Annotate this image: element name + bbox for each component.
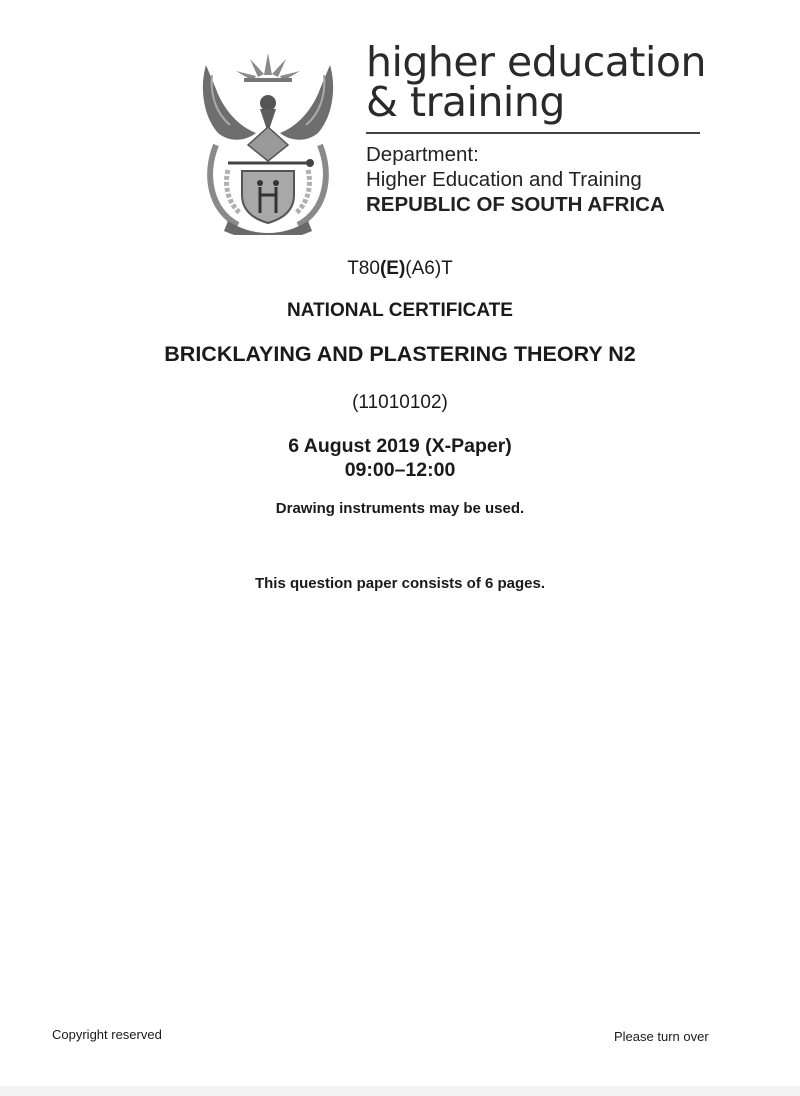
department-label: Department: bbox=[366, 143, 479, 166]
footer-copyright: Copyright reserved bbox=[52, 1027, 162, 1042]
footer-turn-over: Please turn over bbox=[614, 1029, 709, 1044]
paper-code-language: (E) bbox=[379, 258, 406, 279]
subject-title: BRICKLAYING AND PLASTERING THEORY N2 bbox=[164, 342, 636, 366]
brand-title bbox=[366, 38, 706, 126]
country-name: REPUBLIC OF SOUTH AFRICA bbox=[366, 193, 665, 216]
brand-divider bbox=[366, 132, 700, 134]
subject-code: (11010102) bbox=[352, 392, 448, 413]
coat-of-arms-icon bbox=[198, 45, 338, 235]
page-count-note: This question paper consists of 6 pages. bbox=[254, 575, 546, 592]
exam-instructions: Drawing instruments may be used. bbox=[275, 500, 525, 517]
paper-code-prefix: T80 bbox=[347, 258, 380, 279]
certificate-title: NATIONAL CERTIFICATE bbox=[287, 300, 513, 321]
page-bottom-edge bbox=[0, 1086, 800, 1096]
paper-code-suffix: (A6)T bbox=[405, 258, 453, 279]
paper-code bbox=[0, 258, 800, 280]
brand-line-1: higher education bbox=[366, 38, 706, 86]
department-block bbox=[366, 142, 665, 217]
exam-time: 09:00–12:00 bbox=[344, 459, 456, 481]
brand-line-2: & training bbox=[366, 78, 565, 126]
exam-date: 6 August 2019 (X-Paper) bbox=[288, 435, 512, 457]
department-name: Higher Education and Training bbox=[366, 168, 642, 191]
